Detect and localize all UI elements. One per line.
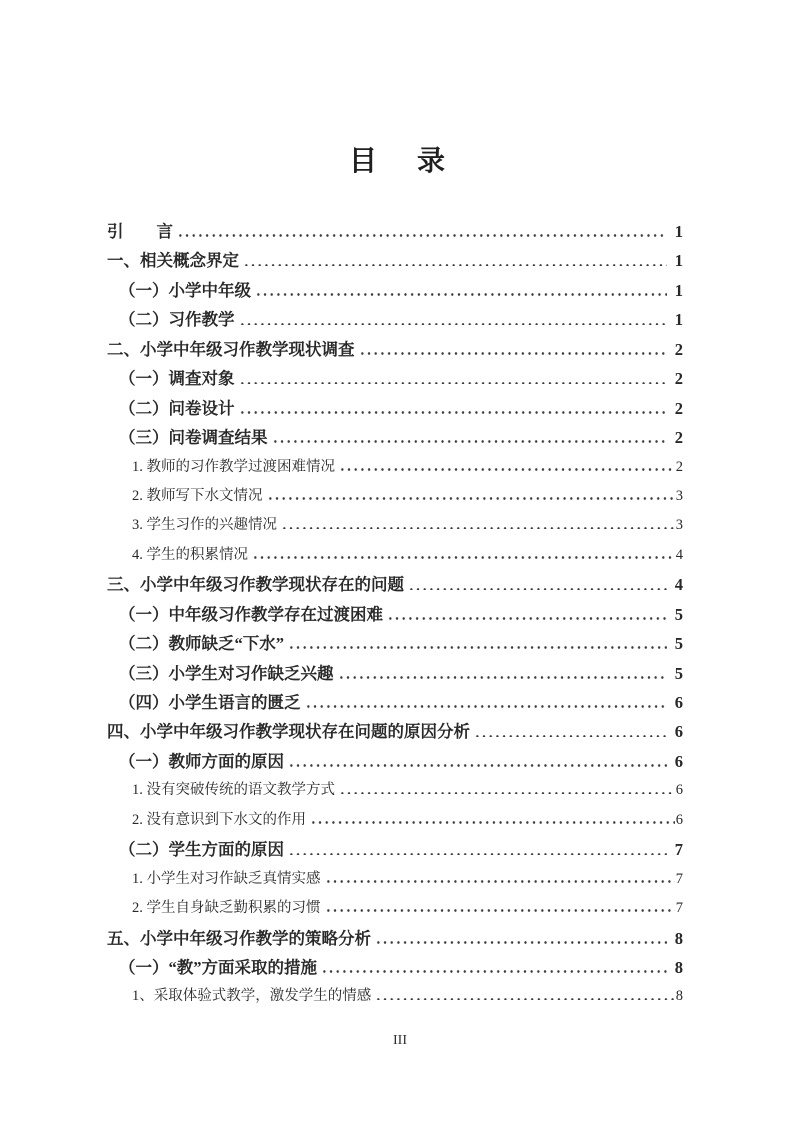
toc-entry[interactable]	[107, 541, 683, 570]
toc-entry-label: 2. 学生自身缺乏勤积累的习惯	[132, 900, 321, 917]
toc-entry-label: （一）调查对象	[119, 369, 235, 389]
toc-entry-label: 五、小学中年级习作教学的策略分析	[107, 928, 371, 948]
dot-leader	[272, 440, 667, 443]
toc-entry-page: 6	[674, 751, 683, 771]
dot-leader	[239, 411, 667, 414]
toc-entry[interactable]	[107, 335, 683, 364]
toc-entry[interactable]	[107, 276, 683, 305]
toc-entry-label: 二、小学中年级习作教学现状调查	[107, 339, 355, 359]
dot-leader	[325, 909, 675, 912]
dot-leader	[325, 880, 675, 883]
dot-leader	[310, 821, 675, 824]
dot-leader	[387, 617, 667, 620]
toc-entry[interactable]	[107, 600, 683, 629]
toc-entry[interactable]	[107, 953, 683, 982]
dot-leader	[243, 264, 667, 267]
toc-entry-page: 2	[674, 398, 683, 418]
toc-entry-page: 2	[675, 458, 683, 475]
toc-entry-page: 7	[675, 900, 683, 917]
toc-entry-label: （一）小学中年级	[119, 280, 251, 300]
dot-leader	[177, 234, 667, 237]
toc-entry-page: 7	[674, 840, 683, 860]
toc-entry[interactable]	[107, 688, 683, 717]
dot-leader	[288, 764, 667, 767]
toc-entry[interactable]	[107, 894, 683, 923]
toc-entry-label: 1. 没有突破传统的语文教学方式	[132, 782, 335, 799]
toc-entry[interactable]	[107, 835, 683, 864]
toc-entry-label: （三）问卷调查结果	[119, 428, 268, 448]
toc-entry-label: 2. 教师写下水文情况	[132, 487, 263, 504]
toc-entry[interactable]	[107, 865, 683, 894]
toc-list	[107, 217, 683, 1012]
dot-leader	[375, 998, 675, 1001]
toc-entry-label: （二）问卷设计	[119, 398, 235, 418]
toc-entry-page: 8	[675, 988, 683, 1005]
toc-entry[interactable]	[107, 776, 683, 805]
toc-entry-page: 8	[674, 957, 683, 977]
toc-entry-label: 1、采取体验式教学，激发学生的情感	[132, 988, 372, 1005]
toc-entry-label: 4. 学生的积累情况	[132, 546, 248, 563]
toc-entry[interactable]	[107, 570, 683, 599]
toc-entry-label: （二）学生方面的原因	[119, 840, 284, 860]
toc-entry-label: 四、小学中年级习作教学现状存在问题的原因分析	[107, 722, 470, 742]
dot-leader	[288, 646, 667, 649]
dot-leader	[281, 527, 675, 530]
toc-entry-page: 1	[674, 280, 683, 300]
toc-entry-page: 2	[674, 428, 683, 448]
toc-entry-label: （一）教师方面的原因	[119, 751, 284, 771]
toc-entry-label: （一）“教”方面采取的措施	[119, 957, 317, 977]
toc-entry[interactable]	[107, 364, 683, 393]
toc-entry-page: 2	[674, 369, 683, 389]
dot-leader	[339, 792, 675, 795]
toc-entry-page: 3	[675, 517, 683, 534]
page-number-footer: III	[393, 1033, 407, 1048]
toc-entry[interactable]	[107, 924, 683, 953]
toc-entry-label: 3. 学生习作的兴趣情况	[132, 517, 277, 534]
toc-entry[interactable]	[107, 305, 683, 334]
dot-leader	[474, 735, 667, 738]
toc-entry-page: 7	[675, 870, 683, 887]
toc-entry-page: 6	[675, 782, 683, 799]
toc-entry[interactable]	[107, 629, 683, 658]
toc-entry-page: 4	[674, 575, 683, 595]
toc-entry-page: 1	[674, 310, 683, 330]
toc-entry-label: （四）小学生语言的匮乏	[119, 693, 301, 712]
toc-entry-page: 5	[674, 604, 683, 624]
dot-leader	[267, 497, 675, 500]
toc-entry-page: 4	[675, 546, 683, 563]
toc-entry-page: 1	[674, 222, 683, 241]
toc-entry-label: 1. 教师的习作教学过渡困难情况	[132, 458, 335, 475]
toc-entry-page: 5	[674, 634, 683, 654]
dot-leader	[375, 941, 667, 944]
toc-entry-label: 三、小学中年级习作教学现状存在的问题	[107, 575, 404, 595]
dot-leader	[239, 382, 667, 385]
dot-leader	[288, 853, 667, 856]
dot-leader	[408, 588, 667, 591]
toc-entry-page: 6	[674, 693, 683, 712]
toc-entry-page: 5	[674, 663, 683, 683]
toc-entry[interactable]	[107, 659, 683, 688]
toc-entry-page: 3	[675, 487, 683, 504]
toc-entry[interactable]	[107, 453, 683, 482]
dot-leader	[252, 556, 675, 559]
dot-leader	[338, 676, 667, 679]
toc-entry-page: 8	[674, 928, 683, 948]
toc-entry-label: （二）教师缺乏“下水”	[119, 634, 284, 654]
page-title: 目 录	[348, 146, 451, 177]
toc-entry-label: 2. 没有意识到下水文的作用	[132, 811, 306, 828]
toc-entry[interactable]	[107, 717, 683, 746]
toc-entry-label: 引 言	[107, 222, 173, 241]
dot-leader	[339, 468, 675, 471]
toc-entry[interactable]	[107, 806, 683, 835]
toc-entry-label: （二）习作教学	[119, 310, 235, 330]
toc-entry-page: 6	[675, 811, 683, 828]
toc-entry[interactable]	[107, 394, 683, 423]
toc-entry[interactable]	[107, 482, 683, 511]
toc-entry[interactable]	[107, 423, 683, 452]
toc-entry-label: （三）小学生对习作缺乏兴趣	[119, 663, 334, 683]
toc-entry[interactable]	[107, 217, 683, 246]
dot-leader	[321, 970, 667, 973]
toc-entry[interactable]	[107, 982, 683, 1011]
toc-entry[interactable]	[107, 747, 683, 776]
toc-entry-label: （一）中年级习作教学存在过渡困难	[119, 604, 383, 624]
toc-entry[interactable]	[107, 511, 683, 540]
dot-leader	[305, 705, 667, 708]
toc-entry-label: 1. 小学生对习作缺乏真情实感	[132, 870, 321, 887]
dot-leader	[255, 293, 667, 296]
toc-entry-page: 6	[674, 722, 683, 742]
dot-leader	[359, 352, 667, 355]
toc-entry-page: 1	[674, 251, 683, 271]
dot-leader	[239, 323, 667, 326]
toc-entry-page: 2	[674, 339, 683, 359]
toc-entry[interactable]	[107, 246, 683, 275]
toc-entry-label: 一、相关概念界定	[107, 251, 239, 271]
